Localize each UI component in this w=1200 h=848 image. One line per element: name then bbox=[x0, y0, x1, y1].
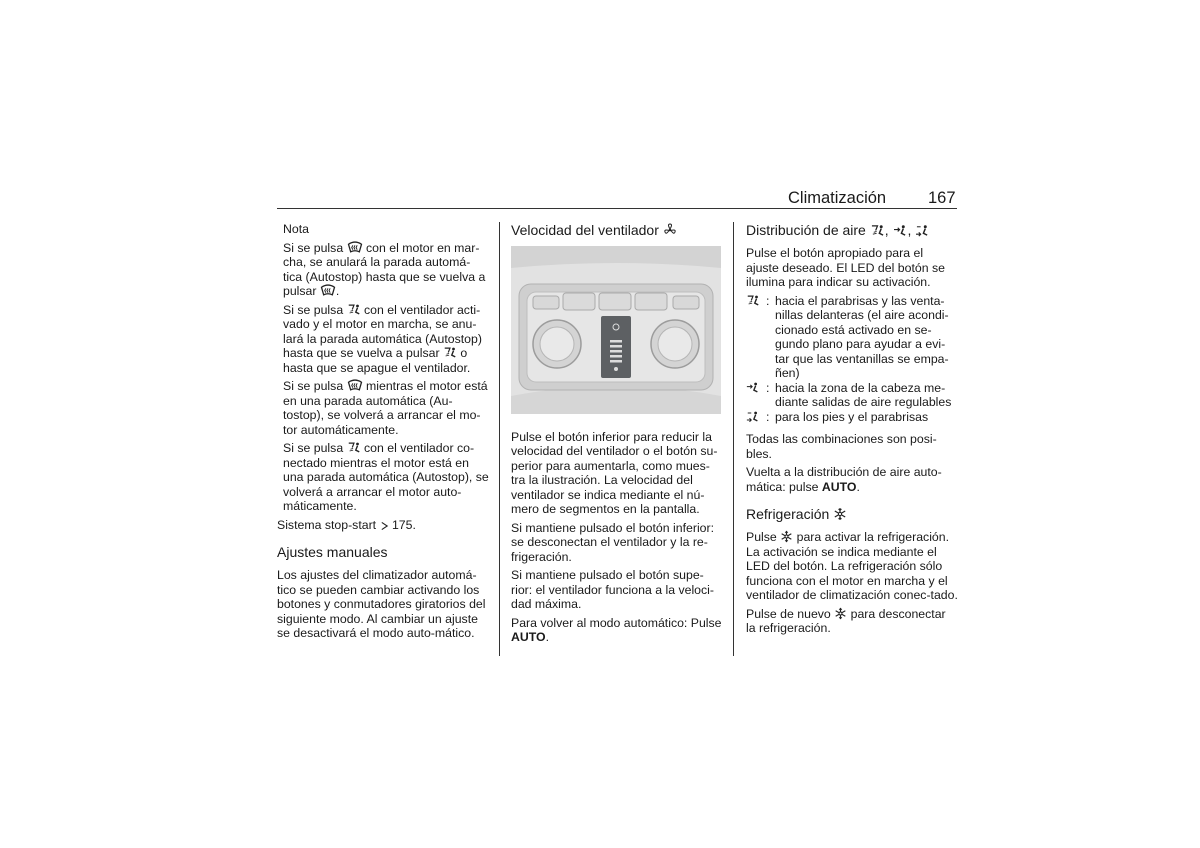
column-2 bbox=[511, 222, 723, 649]
cooling-heading: Refrigeración bbox=[746, 506, 958, 522]
note-block bbox=[277, 222, 489, 514]
windscreen-airflow-icon bbox=[870, 224, 885, 237]
windscreen-airflow-icon bbox=[347, 441, 361, 454]
air-distribution-heading: Distribución de aire , , bbox=[746, 222, 958, 238]
rear-defrost-icon bbox=[347, 379, 363, 392]
note-heading: Nota bbox=[283, 222, 309, 236]
column-3 bbox=[746, 222, 958, 640]
fan-paragraph-1: Pulse el botón inferior para reducir la velocidad del ventilador o el botón su-perior para aumentarla, como mues-tra la ilustración. La velocidad del ventilador se indica mediante el nú-mero de segmentos en la pantalla. bbox=[511, 429, 718, 516]
feet-windscreen-airflow-icon bbox=[746, 410, 760, 423]
page-reference-arrow-icon bbox=[380, 521, 389, 531]
windscreen-airflow-icon bbox=[746, 294, 760, 307]
snowflake-icon bbox=[834, 607, 847, 620]
air-distribution-intro: Pulse el botón apropiado para el ajuste deseado. El LED del botón se ilumina para indicar su activación. bbox=[746, 246, 945, 289]
head-airflow-icon bbox=[893, 224, 908, 237]
fan-paragraph-4: Para volver al modo automático: Pulse AUTO. bbox=[511, 615, 722, 644]
head-airflow-icon bbox=[746, 381, 760, 394]
section-heading-manual: Ajustes manuales bbox=[277, 544, 388, 560]
list-item: : hacia el parabrisas y las venta-nillas delanteras (el aire acondi-cionado está activado en se-gundo plano para ayudar a evi-tar que las ventanillas se empa-ñen) bbox=[746, 294, 958, 381]
air-distribution-list bbox=[746, 294, 958, 425]
climate-control-panel-figure bbox=[511, 246, 721, 414]
page-section-title: Climatización bbox=[788, 189, 887, 207]
snowflake-icon bbox=[780, 530, 793, 543]
return-auto-paragraph: Vuelta a la distribución de aire auto-mática: pulse AUTO. bbox=[746, 465, 942, 494]
note-paragraph-3: Si se pulsa mientras el motor está en una parada automática (Au-tostop), se volverá a arrancar el mo-tor automáticamente. bbox=[283, 379, 488, 437]
cooling-paragraph-2: Pulse de nuevo para desconectar la refrigeración. bbox=[746, 606, 946, 635]
fan-paragraph-2: Si mantiene pulsado el botón inferior: se desconectan el ventilador y la re-frigeración. bbox=[511, 520, 715, 564]
section-body-manual: Los ajustes del climatizador automá-tico se pueden cambiar activando los botones y conmutadores giratorios del siguiente modo. Al cambiar un ajuste se desactivará el modo auto-mático. bbox=[277, 568, 486, 640]
note-paragraph-2: Si se pulsa con el ventilador acti-vado y el motor en marcha, se anu-lará la parada automática (Autostop) hasta que se vuelva a pulsar o hasta que se apague el ventilador. bbox=[283, 302, 482, 375]
fan-paragraph-3: Si mantiene pulsado el botón supe-rior: el ventilador funciona a la veloci-dad máxima. bbox=[511, 568, 715, 611]
cross-reference[interactable]: Sistema stop-start 175. bbox=[277, 517, 416, 532]
page-number: 167 bbox=[928, 189, 956, 207]
rear-defrost-icon bbox=[347, 241, 363, 254]
note-paragraph-4: Si se pulsa con el ventilador co-nectado mientras el motor está en una parada automática (Autostop), se volverá a arrancar el motor auto-máticamente. bbox=[283, 441, 489, 513]
column-divider-1 bbox=[499, 222, 500, 656]
snowflake-icon bbox=[833, 507, 847, 521]
windscreen-airflow-icon bbox=[347, 303, 361, 316]
list-item: : hacia la zona de la cabeza me-diante salidas de aire regulables bbox=[746, 381, 958, 410]
fan-speed-heading: Velocidad del ventilador bbox=[511, 222, 723, 238]
rear-defrost-icon bbox=[320, 284, 336, 297]
cooling-paragraph-1: Pulse para activar la refrigeración. La activación se indica mediante el LED del botón. La refrigeración sólo funciona con el motor en marcha y el ventilador de climatización conec-tado. bbox=[746, 530, 958, 602]
column-1 bbox=[277, 222, 489, 645]
header-rule bbox=[277, 208, 957, 209]
list-item: : para los pies y el parabrisas bbox=[746, 410, 958, 425]
windscreen-airflow-icon bbox=[443, 346, 457, 359]
column-divider-2 bbox=[733, 222, 734, 656]
note-paragraph-1: Si se pulsa con el motor en mar-cha, se anulará la parada automá-tica (Autostop) hasta que se vuelva a pulsar . bbox=[283, 240, 486, 298]
fan-icon bbox=[663, 223, 677, 237]
combinations-paragraph: Todas las combinaciones son posi-bles. bbox=[746, 432, 937, 461]
feet-windscreen-airflow-icon bbox=[915, 224, 930, 237]
